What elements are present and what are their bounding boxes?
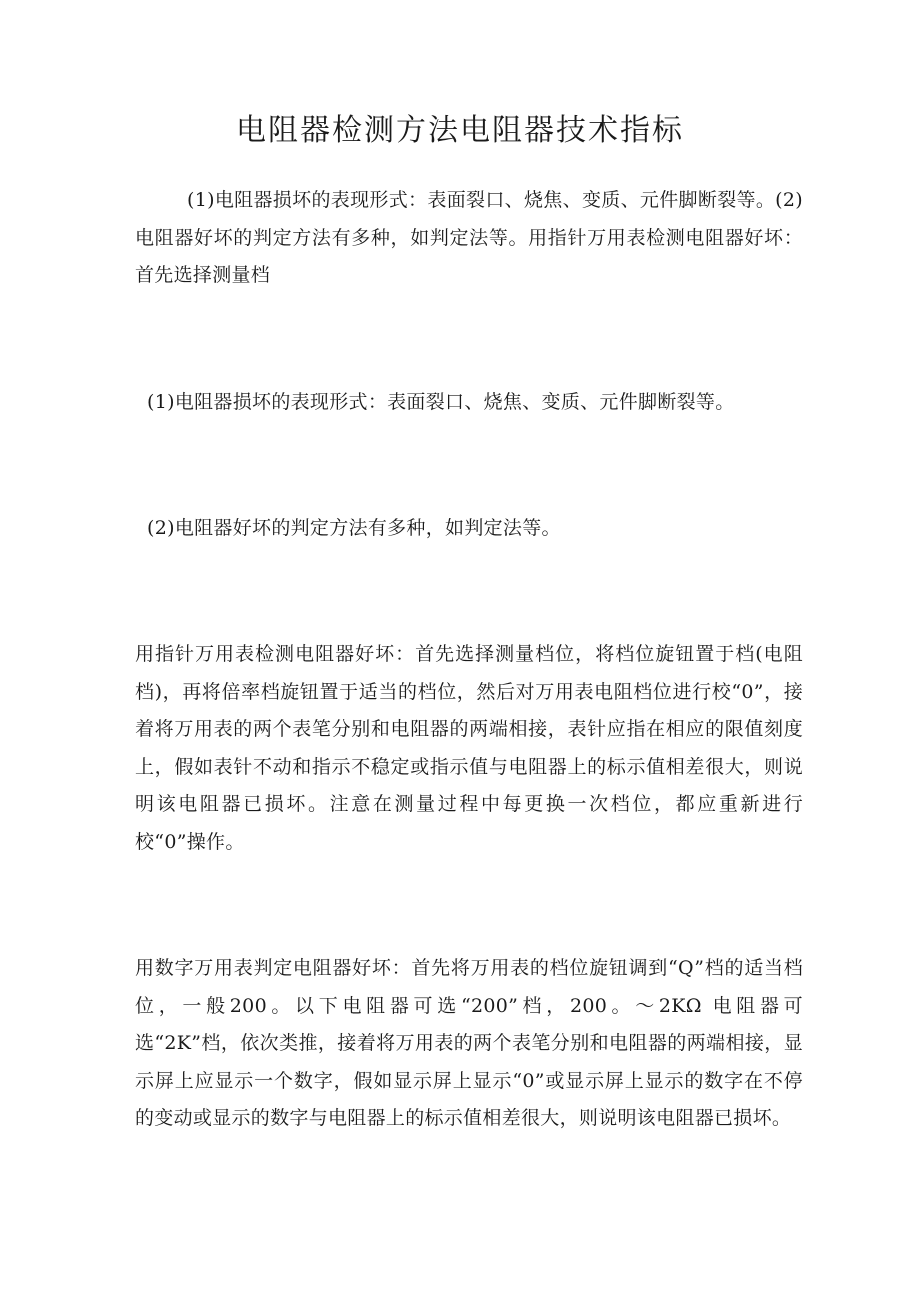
paragraph-analog-multimeter: 用指针万用表检测电阻器好坏：首先选择测量档位，将档位旋钮置于档(电阻档)，再将倍率档旋钮置于适当的档位，然后对万用表电阻档位进行校“0”，接着将万用表的两个表笔分别和电阻器的两端相接，表针应指在相应的限值刻度上，假如表针不动和指示不稳定或指示值与电阻器上的标示值相差很大，则说明该电阻器已损坏。注意在测量过程中每更换一次档位，都应重新进行校“0”操作。: [135, 643, 803, 853]
paragraph-digital-multimeter: 用数字万用表判定电阻器好坏：首先将万用表的档位旋钮调到“Q”档的适当档位，一般200。以下电阻器可选“200”档，200。～2KΩ 电阻器可选“2K”档，依次类推，接着将万用表的两个表笔分别和电阻器的两端相接，显示屏上应显示一个数字，假如显示屏上显示“0”或显示屏上显示的数字在不停的变动或显示的数字与电阻器上的标示值相差很大，则说明该电阻器已损坏。: [135, 957, 803, 1129]
paragraph-intro: (1)电阻器损坏的表现形式：表面裂口、烧焦、变质、元件脚断裂等。(2)电阻器好坏的判定方法有多种，如判定法等。用指针万用表检测电阻器好坏：首先选择测量档: [135, 189, 803, 286]
page-title: 电阻器检测方法电阻器技术指标: [236, 113, 684, 148]
paragraph-damage-forms: (1)电阻器损坏的表现形式：表面裂口、烧焦、变质、元件脚断裂等。: [147, 391, 735, 413]
paragraph-judgement-methods: (2)电阻器好坏的判定方法有多种，如判定法等。: [147, 517, 561, 539]
